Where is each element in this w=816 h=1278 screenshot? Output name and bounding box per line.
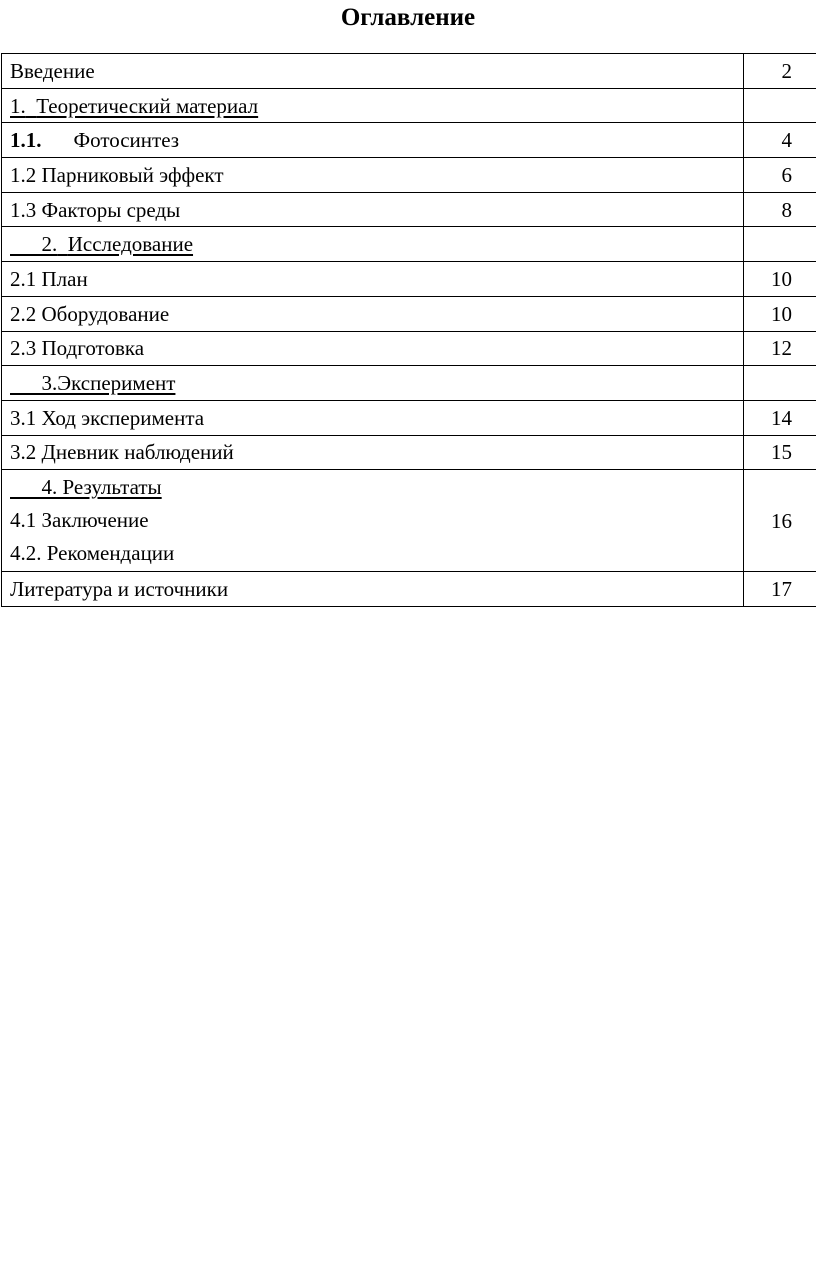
toc-entry-page: 15 [744,435,816,470]
subsection-line: 4.1 Заключение [10,508,149,533]
toc-entry-page [744,227,816,262]
table-row [2,435,816,470]
toc-entry-page [744,366,816,401]
table-row [2,366,816,401]
toc-entry-page: 6 [744,158,816,193]
table-row [2,88,816,123]
section-number: 1. [10,93,26,118]
section-title: Теоретический материал [36,93,259,118]
table-row [2,192,816,227]
toc-entry-title: 3.1 Ход эксперимента [2,400,744,435]
table-row [2,331,816,366]
toc-entry-title: 1.3 Факторы среды [2,192,744,227]
toc-entry-page: 10 [744,296,816,331]
section-heading-line [10,471,743,504]
toc-entry-title [2,470,744,572]
table-row [2,572,816,607]
toc-entry-page: 4 [744,123,816,158]
section-number: 2. [41,232,58,257]
table-row [2,54,816,89]
toc-entry-page: 12 [744,331,816,366]
toc-section-heading [2,366,744,401]
section-title: Исследование [67,232,194,257]
subsection-title: Фотосинтез [73,128,180,153]
toc-entry-title [2,123,744,158]
toc-entry-page: 2 [744,54,816,89]
table-row [2,400,816,435]
toc-entry-page: 16 [744,470,816,572]
table-row [2,296,816,331]
table-row [2,227,816,262]
toc-entry-title: Введение [2,54,744,89]
toc-entry-title: 2.2 Оборудование [2,296,744,331]
toc-entry-title: 2.1 План [2,262,744,297]
table-of-contents [1,53,816,607]
toc-entry-title: 3.2 Дневник наблюдений [2,435,744,470]
toc-section-heading [2,227,744,262]
table-row [2,158,816,193]
toc-entry-page: 14 [744,400,816,435]
subsection-number: 1.1. [10,128,42,153]
section-title: 3.Эксперимент [41,371,176,396]
table-row [2,123,816,158]
subsection-line: 4.2. Рекомендации [10,541,175,566]
page-title: Оглавление [340,4,476,31]
toc-entry-page: 17 [744,572,816,607]
section-title: 4. Результаты [41,475,162,500]
toc-entry-page [744,88,816,123]
toc-entry-title: Литература и источники [2,572,744,607]
toc-entry-title: 1.2 Парниковый эффект [2,158,744,193]
table-row [2,262,816,297]
toc-entry-title: 2.3 Подготовка [2,331,744,366]
toc-section-heading [2,88,744,123]
table-row [2,470,816,572]
toc-entry-page: 10 [744,262,816,297]
toc-entry-page: 8 [744,192,816,227]
